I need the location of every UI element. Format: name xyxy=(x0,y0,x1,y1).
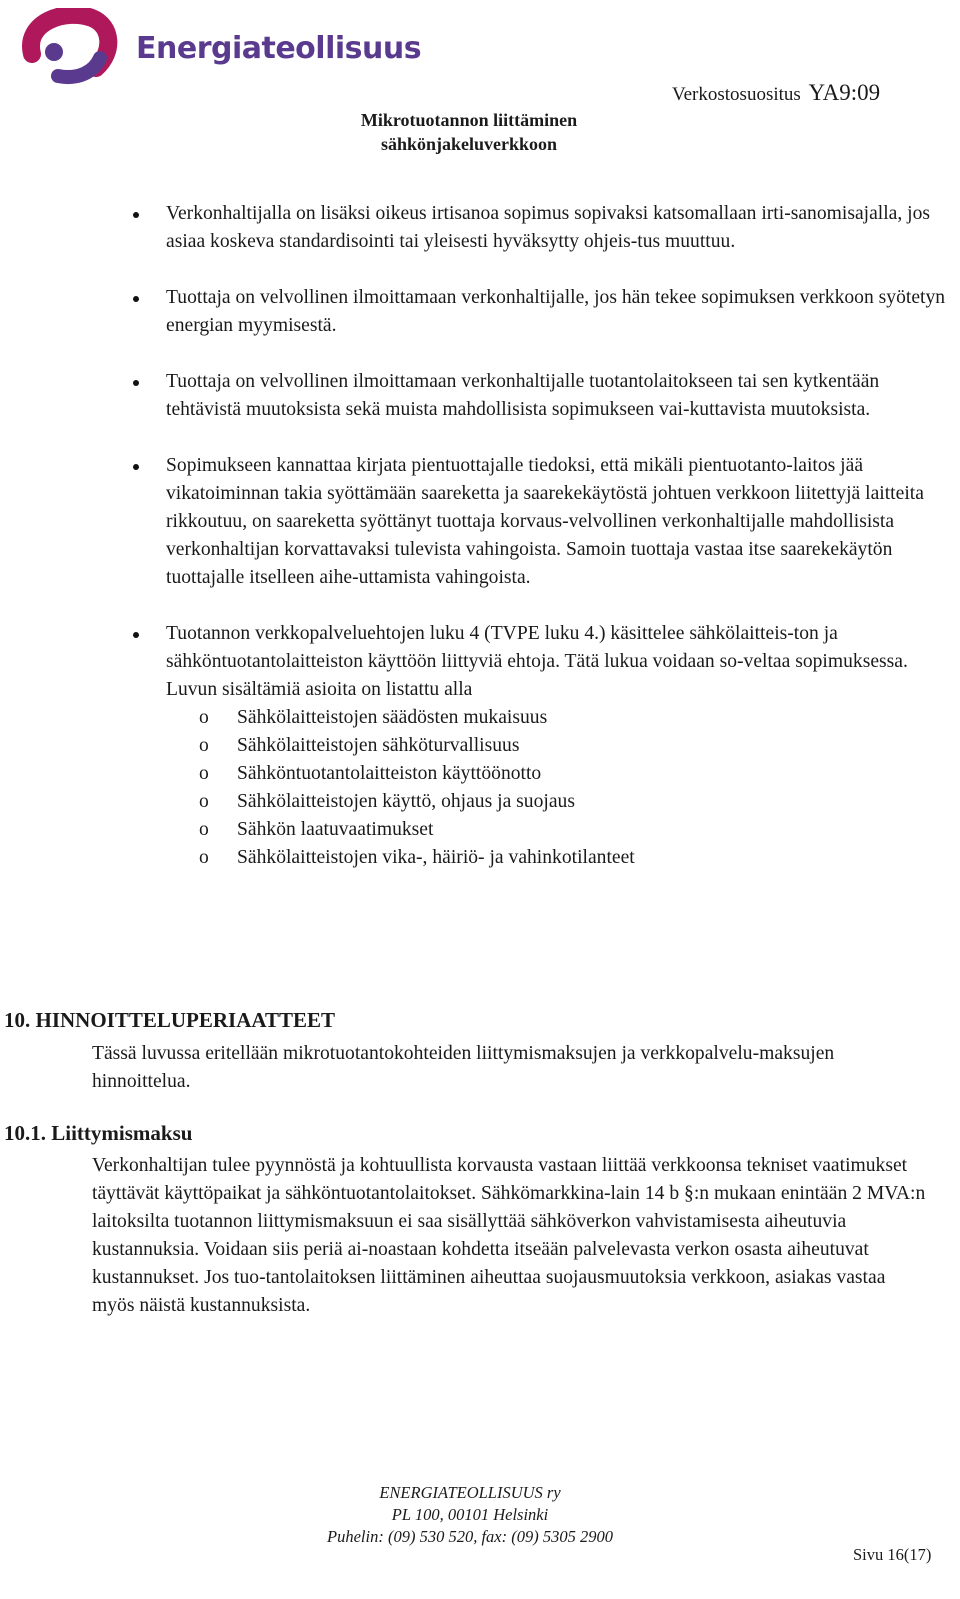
doc-title-line1: Mikrotuotannon liittäminen xyxy=(360,110,578,130)
bullet-item-text: Tuotannon verkkopalveluehtojen luku 4 (TVPE luku 4.) käsittelee sähkölaitteis-ton ja sähköntuotantolaitteiston käyttöön liittyviä ehtoja. Tätä lukua voidaan so-veltaa sopimuksessa. Luvun sisältämiä asioita on listattu alla xyxy=(166,623,908,700)
sub-list-item: o Sähkölaitteistojen käyttö, ohjaus ja suojaus xyxy=(199,788,946,816)
doc-type: Verkostosuositus xyxy=(672,84,801,105)
section-10-paragraph: Tässä luvussa eritellään mikrotuotantokohteiden liittymismaksujen ja verkkopalvelu-maksujen hinnoittelua. xyxy=(92,1043,835,1092)
sub-list-item: o Sähkön laatuvaatimukset xyxy=(199,816,946,844)
logo xyxy=(20,8,421,88)
page-number: Sivu 16(17) xyxy=(853,1545,932,1564)
bullet-item: Verkonhaltijalla on lisäksi oikeus irtisanoa sopimus sopivaksi katsomallaan irti-sanomisajalla, jos asiaa koskeva standardisointi tai yleisesti hyväksytty ohjeis-tus muuttuu. xyxy=(126,200,946,256)
footer xyxy=(270,1482,670,1548)
bullet-item: Tuottaja on velvollinen ilmoittamaan verkonhaltijalle, jos hän tekee sopimuksen verkkoon syötetyn energian myymisestä. xyxy=(126,284,946,340)
doc-code: YA9:09 xyxy=(808,80,881,105)
sub-list-item: o Sähkölaitteistojen sähköturvallisuus xyxy=(199,732,946,760)
section-10-1-paragraph: Verkonhaltijan tulee pyynnöstä ja kohtuullista korvausta vastaan liittää verkkoonsa tekniset vaatimukset täyttävät käyttöpaikat ja sähköntuotantolaitokset. Sähkömarkkina-lain 14 b §:n mukaan enintään 2 MVA:n laitoksilta tuotannon liittymismaksuun ei saa sisällyttää sähköverkon vahvistamisesta aiheutuvia kustannuksia. Voidaan siis periä ai-noastaan kohdetta itseään palvelevasta verkon osasta aiheutuvat kustannukset. Jos tuo-tantolaitoksen liittäminen aiheuttaa suojausmuutoksia verkkoon, asiakas vastaa myös näistä kustannuksista. xyxy=(92,1155,926,1316)
sub-list xyxy=(166,704,946,872)
sub-list-item: o Sähkölaitteistojen vika-, häiriö- ja vahinkotilanteet xyxy=(199,844,946,872)
sub-list-item: o Sähköntuotantolaitteiston käyttöönotto xyxy=(199,760,946,788)
footer-org: ENERGIATEOLLISUUS ry xyxy=(379,1483,561,1502)
section-heading-10-1: 10.1. Liittymismaksu xyxy=(4,1121,193,1145)
logo-wordmark: Energiateollisuus xyxy=(136,30,422,66)
doc-title xyxy=(346,108,592,156)
bullet-item: Tuottaja on velvollinen ilmoittamaan verkonhaltijalle tuotantolaitokseen tai sen kytkentään tehtävistä muutoksista sekä muista mahdollisista sopimukseen vai-kuttavista muutoksista. xyxy=(126,368,946,424)
bullet-item: Sopimukseen kannattaa kirjata pientuottajalle tiedoksi, että mikäli pientuotanto-laitos jää vikatoiminnan takia syöttämään saareketta ja saarekekäytöstä johtuen verkkoon liitettyjä laitteita rikkoutuu, on saareketta syöttänyt tuottaja korvaus-velvollinen verkonhaltijalle mahdollisista verkonhaltijan korvattavaksi tulevista vahingoista. Samoin tuottaja vastaa itse saarekekäytön tuottajalle itselleen aihe-uttamista vahingoista. xyxy=(126,452,946,592)
footer-address: PL 100, 00101 Helsinki xyxy=(391,1505,549,1524)
sub-list-item: o Sähkölaitteistojen säädösten mukaisuus xyxy=(199,704,946,732)
energiateollisuus-logo-icon xyxy=(20,8,120,88)
bullet-item-tvpe xyxy=(126,620,946,872)
bullet-list xyxy=(126,200,946,872)
section-heading-10: 10. HINNOITTELUPERIAATTEET xyxy=(4,1008,336,1032)
doc-title-line2: sähkönjakeluverkkoon xyxy=(380,134,558,154)
footer-phone: Puhelin: (09) 530 520, fax: (09) 5305 2900 xyxy=(327,1527,613,1546)
doc-reference xyxy=(672,80,880,106)
